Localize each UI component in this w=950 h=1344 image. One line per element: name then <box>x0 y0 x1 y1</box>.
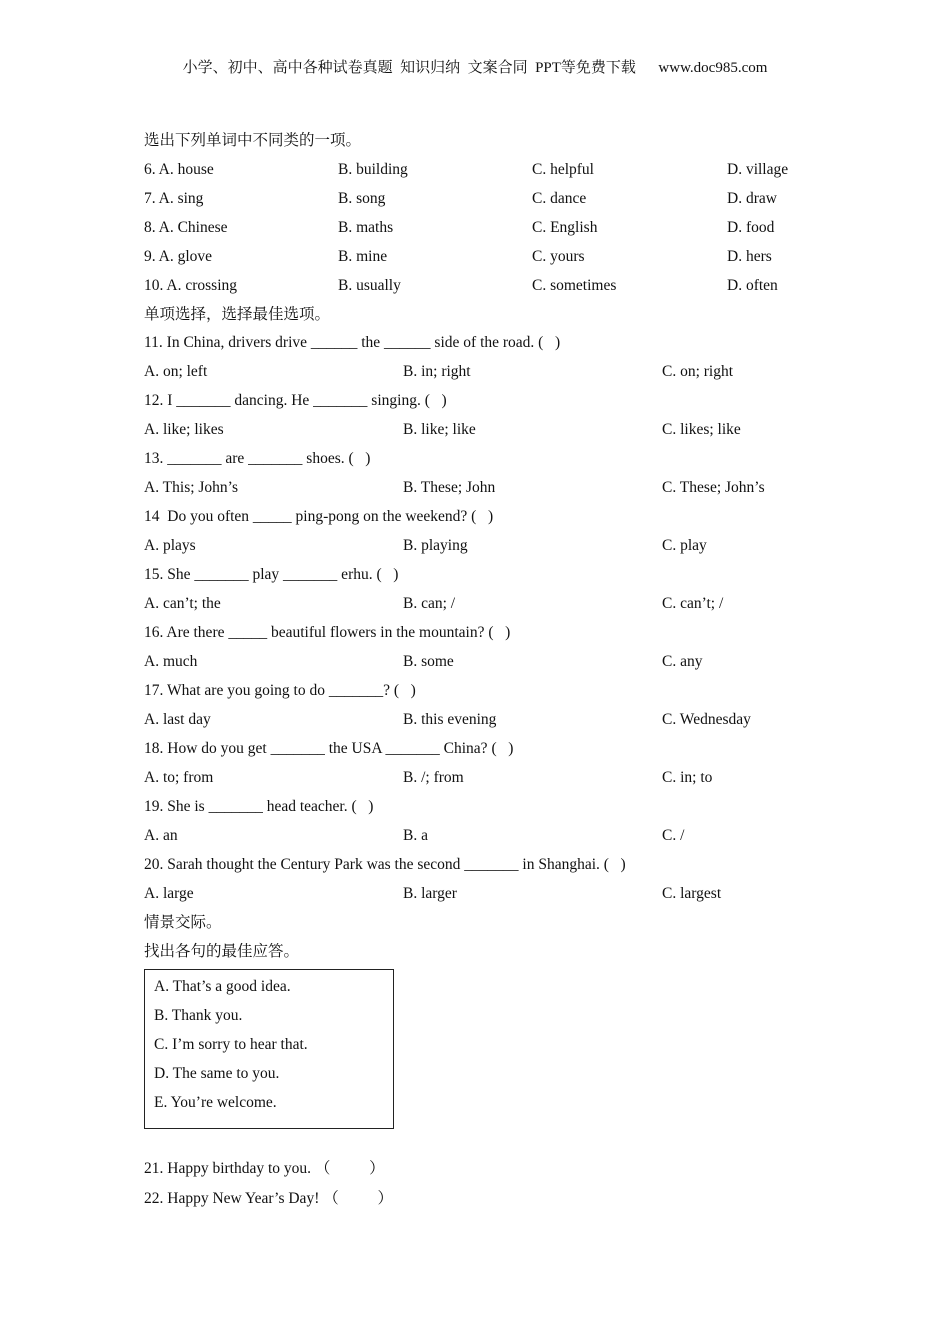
option-a: 9. A. glove <box>144 248 213 265</box>
choice-item: B. Thank you. <box>154 1007 243 1024</box>
option-b: B. a <box>403 827 428 844</box>
dialogue-item: 21. Happy birthday to you. （ ） <box>144 1160 385 1177</box>
option-b: B. mine <box>338 248 388 265</box>
option-d: D. village <box>727 161 789 178</box>
option-d: D. draw <box>727 190 777 207</box>
question-text: 16. Are there _____ beautiful flowers in the mountain? ( ) <box>144 624 511 641</box>
question-text: 14 Do you often _____ ping-pong on the weekend? ( ) <box>144 508 494 525</box>
option-c: C. dance <box>532 190 587 207</box>
section1-title: 选出下列单词中不同类的一项。 <box>144 132 362 149</box>
option-b: B. song <box>338 190 386 207</box>
option-b: B. These; John <box>403 479 496 496</box>
option-a: A. can’t; the <box>144 595 221 612</box>
choice-item: A. That’s a good idea. <box>154 978 291 995</box>
option-a: 8. A. Chinese <box>144 219 228 236</box>
option-b: B. can; / <box>403 595 456 612</box>
option-a: A. large <box>144 885 194 902</box>
option-c: C. / <box>662 827 685 844</box>
option-c: C. in; to <box>662 769 713 786</box>
option-b: B. usually <box>338 277 401 294</box>
option-c: C. can’t; / <box>662 595 724 612</box>
option-d: D. food <box>727 219 775 236</box>
choice-item: C. I’m sorry to hear that. <box>154 1036 308 1053</box>
option-a: A. on; left <box>144 363 208 380</box>
option-b: B. larger <box>403 885 457 902</box>
option-a: A. to; from <box>144 769 214 786</box>
option-b: B. building <box>338 161 408 178</box>
option-c: C. sometimes <box>532 277 617 294</box>
option-a: 10. A. crossing <box>144 277 237 294</box>
option-c: C. play <box>662 537 707 554</box>
option-c: C. any <box>662 653 703 670</box>
question-text: 18. How do you get _______ the USA _______ China? ( ) <box>144 740 514 757</box>
option-a: A. an <box>144 827 178 844</box>
option-c: C. likes; like <box>662 421 741 438</box>
option-a: 6. A. house <box>144 161 214 178</box>
page-header: 小学、初中、高中各种试卷真题 知识归纳 文案合同 PPT等免费下载 www.doc985.com <box>182 60 768 76</box>
question-text: 12. I _______ dancing. He _______ singing. ( ) <box>144 392 447 409</box>
choice-item: D. The same to you. <box>154 1065 280 1082</box>
question-text: 19. She is _______ head teacher. ( ) <box>144 798 374 815</box>
choice-item: E. You’re welcome. <box>154 1094 277 1111</box>
option-c: C. largest <box>662 885 722 902</box>
question-text: 11. In China, drivers drive ______ the ______ side of the road. ( ) <box>144 334 561 351</box>
option-a: A. like; likes <box>144 421 224 438</box>
option-c: C. on; right <box>662 363 734 380</box>
option-b: B. this evening <box>403 711 497 728</box>
question-text: 13. _______ are _______ shoes. ( ) <box>144 450 371 467</box>
option-b: B. like; like <box>403 421 476 438</box>
option-b: B. maths <box>338 219 394 236</box>
option-d: D. hers <box>727 248 772 265</box>
option-c: C. These; John’s <box>662 479 765 496</box>
question-text: 17. What are you going to do _______? ( ) <box>144 682 416 699</box>
option-d: D. often <box>727 277 778 294</box>
option-b: B. playing <box>403 537 468 554</box>
option-b: B. some <box>403 653 454 670</box>
option-c: C. helpful <box>532 161 594 178</box>
option-a: A. much <box>144 653 198 670</box>
section2-title: 单项选择，选择最佳选项。 <box>144 306 331 323</box>
option-c: C. English <box>532 219 598 236</box>
question-text: 15. She _______ play _______ erhu. ( ) <box>144 566 399 583</box>
section3-title: 情景交际。 <box>144 914 222 931</box>
option-a: A. plays <box>144 537 196 554</box>
section3-subtitle: 找出各句的最佳应答。 <box>144 943 300 960</box>
option-b: B. /; from <box>403 769 464 786</box>
option-a: A. last day <box>144 711 211 728</box>
option-c: C. yours <box>532 248 585 265</box>
question-text: 20. Sarah thought the Century Park was the second _______ in Shanghai. ( ) <box>144 856 626 873</box>
option-c: C. Wednesday <box>662 711 751 728</box>
answer-choices-box <box>144 969 394 1129</box>
option-b: B. in; right <box>403 363 471 380</box>
dialogue-item: 22. Happy New Year’s Day! （ ） <box>144 1190 393 1207</box>
option-a: A. This; John’s <box>144 479 239 496</box>
option-a: 7. A. sing <box>144 190 204 207</box>
